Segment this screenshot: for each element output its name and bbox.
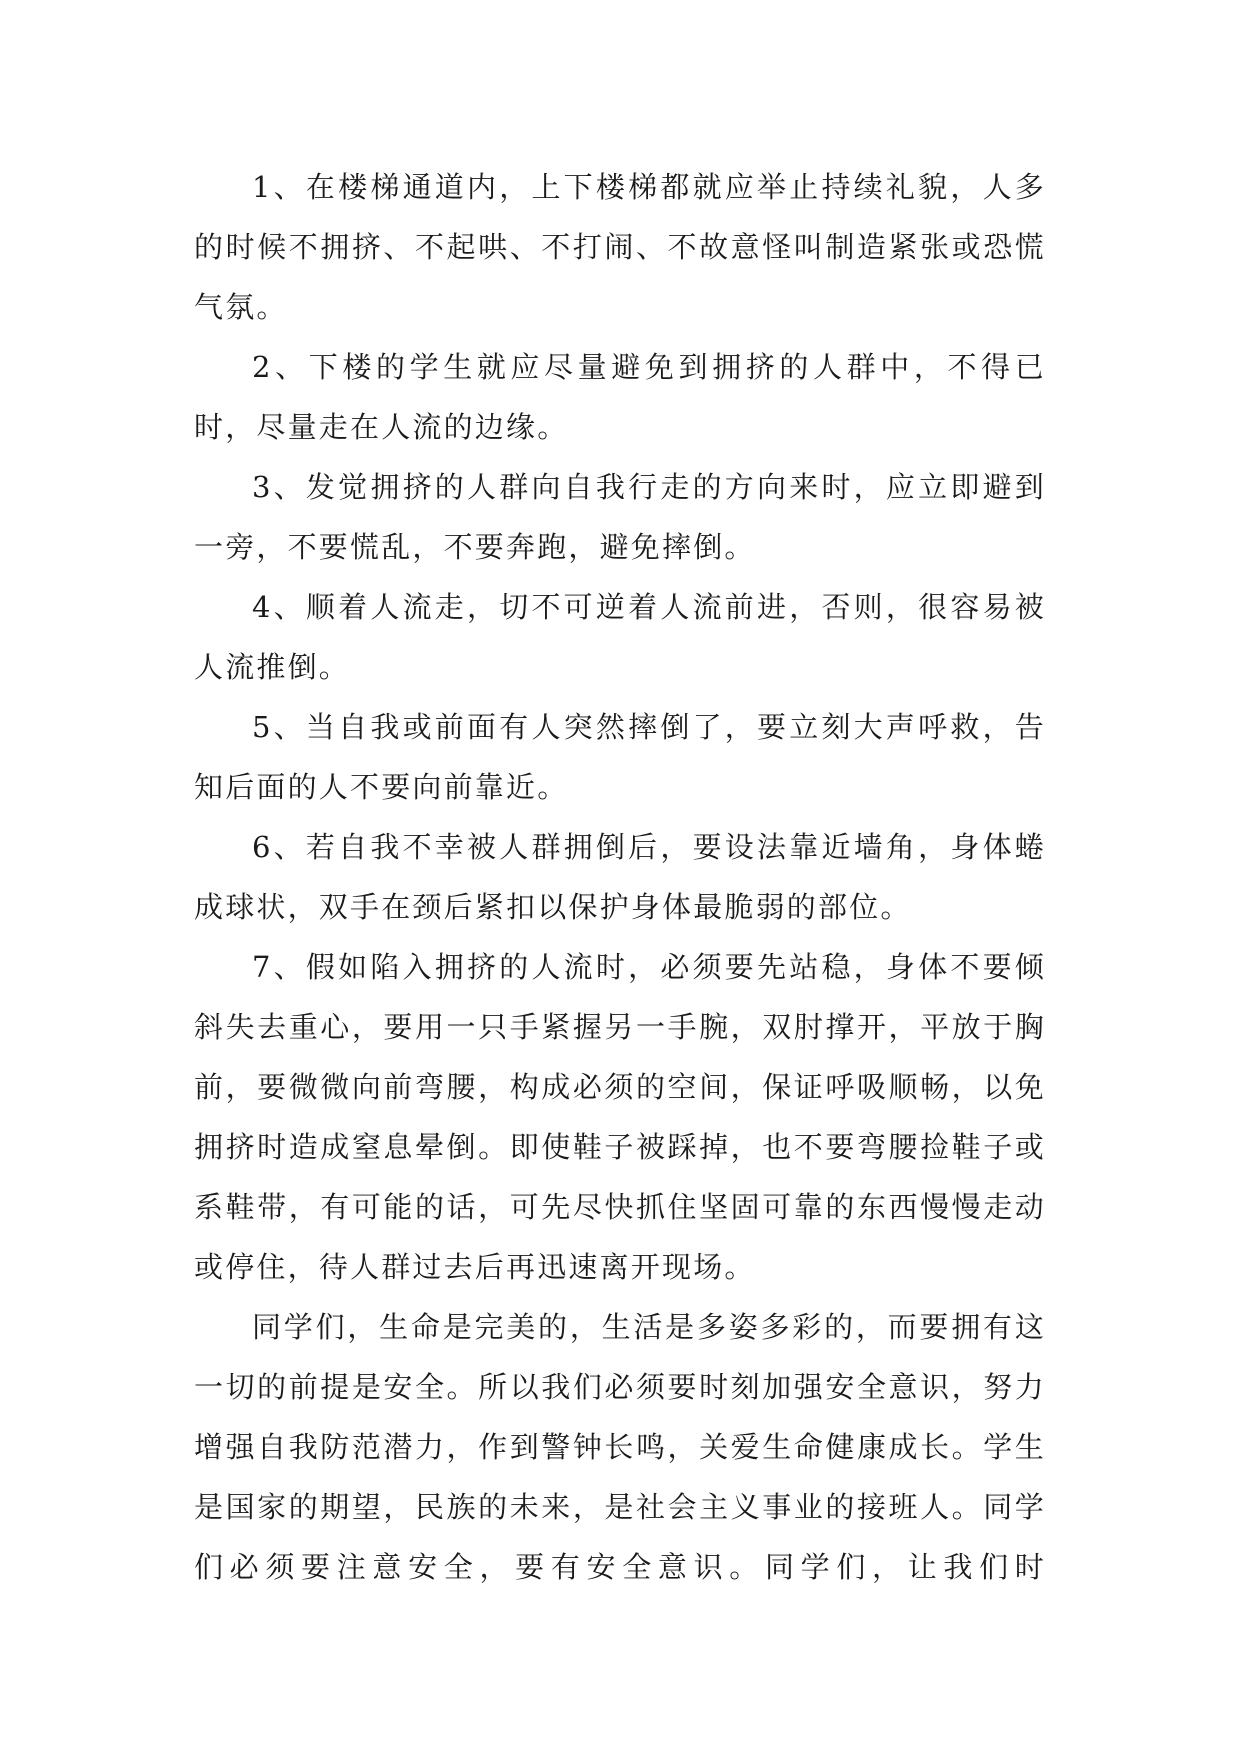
paragraph-1: 1、在楼梯通道内，上下楼梯都就应举止持续礼貌，人多的时候不拥挤、不起哄、不打闹、不故意怪叫制造紧张或恐慌气氛。 [194, 170, 1046, 324]
paragraph-6: 6、若自我不幸被人群拥倒后，要设法靠近墙角，身体蜷成球状，双手在颈后紧扣以保护身体最脆弱的部位。 [194, 830, 1046, 924]
paragraph-3: 3、发觉拥挤的人群向自我行走的方向来时，应立即避到一旁，不要慌乱，不要奔跑，避免摔倒。 [194, 470, 1046, 564]
paragraph-4: 4、顺着人流走，切不可逆着人流前进，否则，很容易被人流推倒。 [194, 590, 1046, 684]
paragraph-5: 5、当自我或前面有人突然摔倒了，要立刻大声呼救，告知后面的人不要向前靠近。 [194, 710, 1046, 804]
document-body [194, 157, 1046, 1597]
paragraph-2: 2、下楼的学生就应尽量避免到拥挤的人群中，不得已时，尽量走在人流的边缘。 [194, 350, 1046, 444]
paragraph-7: 7、假如陷入拥挤的人流时，必须要先站稳，身体不要倾斜失去重心，要用一只手紧握另一手腕，双肘撑开，平放于胸前，要微微向前弯腰，构成必须的空间，保证呼吸顺畅，以免拥挤时造成窒息晕倒。即使鞋子被踩掉，也不要弯腰捡鞋子或系鞋带，有可能的话，可先尽快抓住坚固可靠的东西慢慢走动或停住，待人群过去后再迅速离开现场。 [194, 950, 1046, 1284]
paragraph-8: 同学们，生命是完美的，生活是多姿多彩的，而要拥有这一切的前提是安全。所以我们必须要时刻加强安全意识，努力增强自我防范潜力，作到警钟长鸣，关爱生命健康成长。学生是国家的期望，民族的未来，是社会主义事业的接班人。同学们必须要注意安全，要有安全意识。同学们，让我们时 [194, 1310, 1046, 1584]
